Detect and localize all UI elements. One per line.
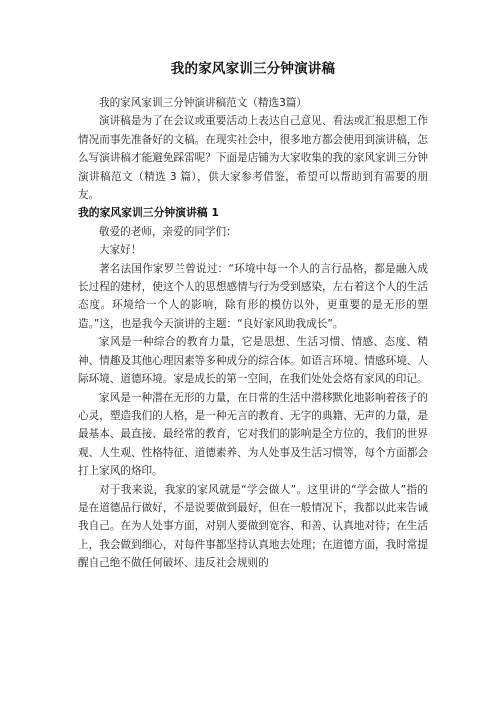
greeting-paragraph: 大家好！	[99, 244, 142, 257]
section-heading: 我的家风家训三分钟演讲稿 1	[78, 206, 219, 220]
subtitle-paragraph: 我的家风家训三分钟演讲稿范文（精选3篇）	[99, 97, 308, 109]
document-title: 我的家风家训三分钟演讲稿	[170, 61, 336, 77]
body-paragraph: 对于我来说，我家的家风就是“学会做人”。这里讲的“学会做人”指的是在道德品行做好，不是说要做到最好，但在一般情况下，我都以此来告诫我自己。在为人处事方面，对别人要做到宽容、和善、认真地对待；在生活上，我会做到细心，对每件事都坚持认真地去处理；在道德方面，我时常提醒自己绝不做任何破坏、违反社会规则的	[78, 483, 428, 570]
intro-paragraph: 演讲稿是为了在会议或重要活动上表达自己意见、看法或汇报思想工作情况而事先准备好的文稿。在现实社会中，很多地方都会使用到演讲稿，怎么写演讲稿才能避免踩雷呢？下面是店铺为大家收集的我的家风家训三分钟演讲稿范文（精选 3 篇），供大家参考借鉴，希望可以帮助到有需要的朋友。	[78, 115, 428, 202]
salutation-paragraph: 敬爱的老师，亲爱的同学们：	[99, 225, 237, 238]
body-paragraph: 家风是一种潜在无形的力量，在日常的生活中潜移默化地影响着孩子的心灵，塑造我们的人格，是一种无言的教育、无字的典籍、无声的力量，是最基本、最直接、最经常的教育，它对我们的影响是全方位的，我们的世界观、人生观、性格特征、道德素养、为人处事及生活习惯等，每个方面都会打上家风的烙印。	[78, 391, 428, 478]
body-paragraph: 著名法国作家罗兰曾说过：“环境中每一个人的言行品格，都是融入成长过程的建材，使这个人的思想感情与行为受到感染，左右着这个人的生活态度。环境给一个人的影响，除有形的模仿以外，更重要的是无形的塑造。”这，也是我今天演讲的主题：“良好家风助我成长”。	[78, 262, 428, 330]
body-paragraph: 家风是一种综合的教育力量，它是思想、生活习惯、情感、态度、精神、情趣及其他心理因素等多种成分的综合体。如语言环境、情感环境、人际环境、道德环境。家是成长的第一空间，在我们处处会烙有家风的印记。	[78, 336, 428, 386]
